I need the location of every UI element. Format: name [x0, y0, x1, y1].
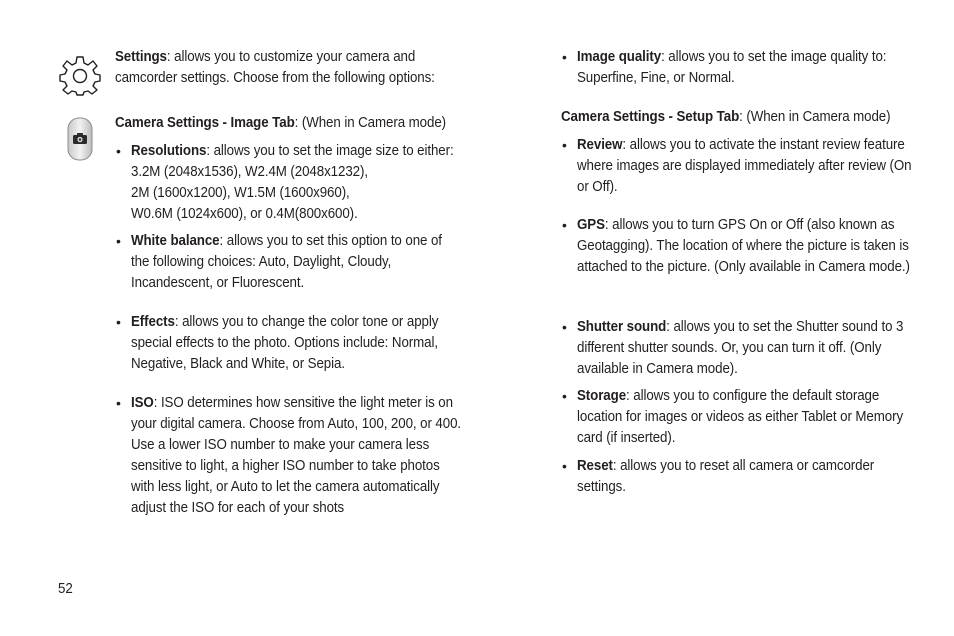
effects-term: Effects — [131, 314, 175, 330]
setup-tab-term: Camera Settings - Setup Tab — [561, 109, 740, 125]
review-item: Review: allows you to activate the instant review feature where images are displayed immediately after review (On or Off). — [577, 137, 912, 195]
bullet: • — [562, 217, 567, 233]
reset-term: Reset — [577, 458, 613, 474]
gps-term: GPS — [577, 217, 605, 233]
resolutions-item: Resolutions: allows you to set the image size to either: 3.2M (2048x1536), W2.4M (2048x1232), 2M (1600x1200), W1.5M (1600x960), W0.6M (1024x600), or 0.4M(800x600). — [131, 143, 454, 222]
bullet: • — [116, 395, 121, 411]
bullet: • — [116, 233, 121, 249]
iso-term: ISO — [131, 395, 154, 411]
gear-icon — [58, 54, 102, 96]
shutter-sound-item: Shutter sound: allows you to set the Shutter sound to 3 different shutter sounds. Or, you can turn it off. (Only available in Camera mode). — [577, 319, 904, 377]
bullet: • — [562, 319, 567, 335]
reset-item: Reset: allows you to reset all camera or camcorder settings. — [577, 458, 875, 495]
white-balance-term: White balance — [131, 233, 220, 249]
review-term: Review — [577, 137, 623, 153]
image-quality-term: Image quality — [577, 49, 662, 65]
bullet: • — [562, 137, 567, 153]
effects-item: Effects: allows you to change the color tone or apply special effects to the photo. Options include: Normal, Negative, Black and White, or Sepia. — [131, 314, 439, 372]
camera-icon — [67, 117, 93, 161]
white-balance-item: White balance: allows you to set this option to one of the following choices: Auto, Daylight, Cloudy, Incandescent, or Fluorescent. — [131, 233, 442, 291]
storage-item: Storage: allows you to configure the default storage location for images or videos as either Tablet or Memory card (if inserted). — [577, 388, 904, 446]
image-quality-item: Image quality: allows you to set the image quality to: Superfine, Fine, or Normal. — [577, 49, 887, 86]
settings-paragraph: Settings: allows you to customize your camera and camcorder settings. Choose from the following options: — [115, 49, 435, 86]
setup-tab-heading: Camera Settings - Setup Tab: (When in Camera mode) — [561, 109, 891, 125]
bullet: • — [562, 388, 567, 404]
bullet: • — [562, 458, 567, 474]
resolutions-term: Resolutions — [131, 143, 207, 159]
page-number: 52 — [58, 581, 73, 597]
settings-term: Settings — [115, 49, 167, 65]
image-tab-term: Camera Settings - Image Tab — [115, 115, 295, 131]
storage-term: Storage — [577, 388, 627, 404]
iso-item: ISO: ISO determines how sensitive the light meter is on your digital camera. Choose from Auto, 100, 200, or 400. Use a lower ISO number to make your camera less sensitive to light, a higher ISO number to take photos with less light, or Auto to let the camera automatically adjust the ISO for each of your shots — [131, 395, 462, 516]
gps-item: GPS: allows you to turn GPS On or Off (also known as Geotagging). The location of where the picture is taken is attached to the picture. (Only available in Camera mode.) — [577, 217, 910, 275]
image-tab-heading: Camera Settings - Image Tab: (When in Camera mode) — [115, 115, 446, 131]
bullet: • — [116, 143, 121, 159]
bullet: • — [562, 49, 567, 65]
bullet: • — [116, 314, 121, 330]
shutter-sound-term: Shutter sound — [577, 319, 667, 335]
